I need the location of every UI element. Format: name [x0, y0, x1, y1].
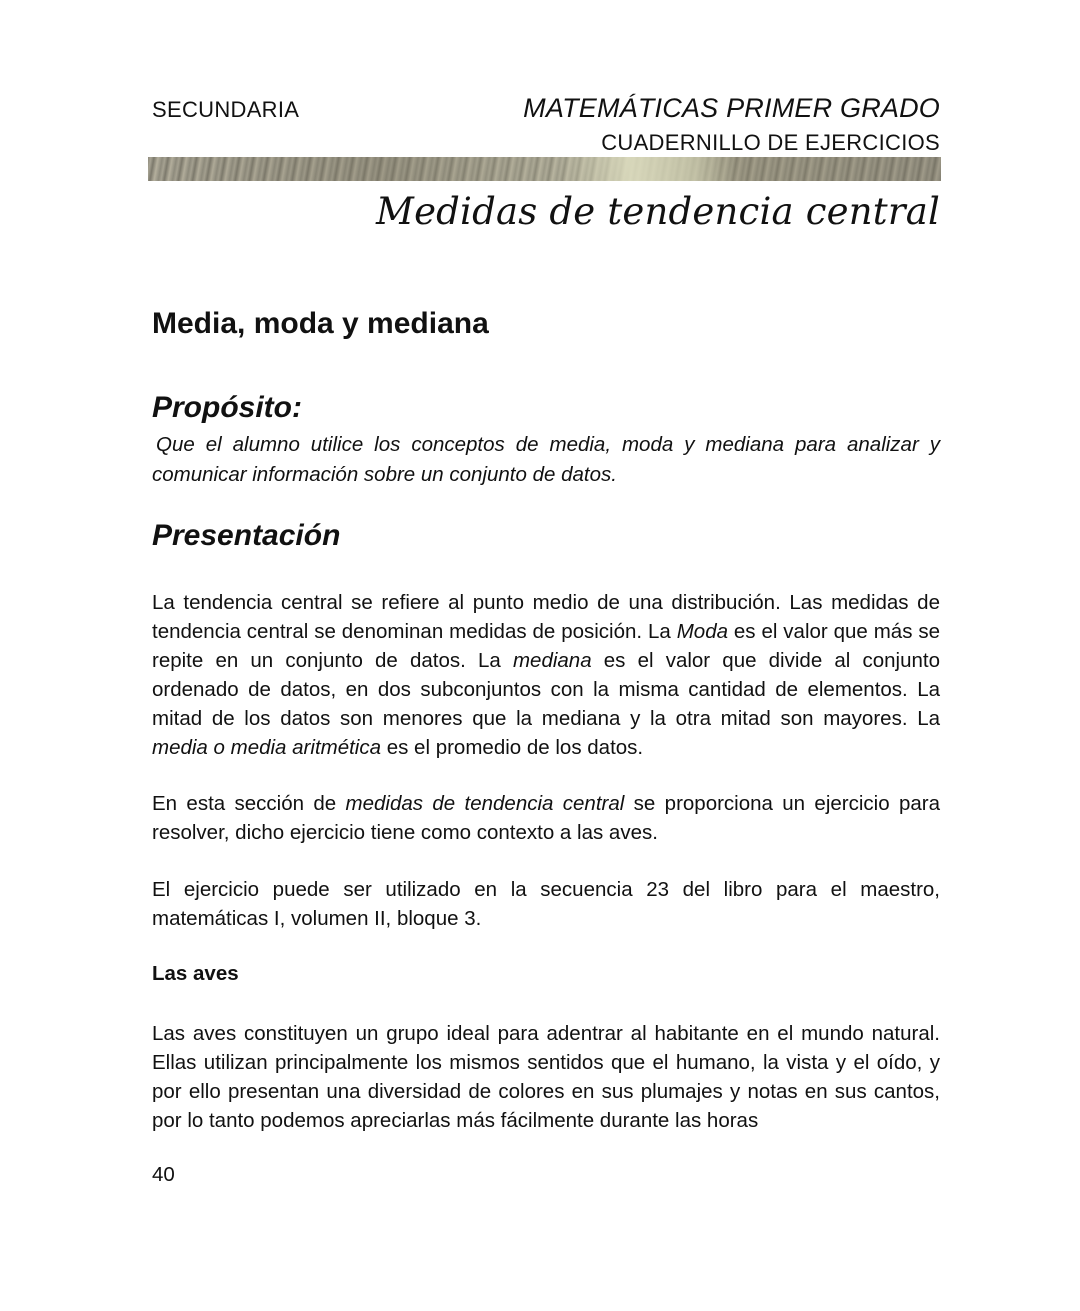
presentation-heading: Presentación — [152, 519, 341, 552]
presentation-paragraph-3: El ejercicio puede ser utilizado en la secuencia 23 del libro para el maestro, matemáticas I, volumen II, bloque 3. — [152, 878, 940, 930]
purpose-text: Que el alumno utilice los conceptos de media, moda y mediana para analizar y comunicar información sobre un conjunto de datos. — [152, 433, 940, 486]
aves-heading: Las aves — [152, 962, 239, 985]
chapter-topic-title: Medidas de tendencia central — [375, 190, 940, 233]
term-medidas: medidas de tendencia central — [345, 792, 625, 815]
presentation-paragraph-1: La tendencia central se refiere al punto medio de una distribución. Las medidas de tendencia central se denominan medidas de posición. La Moda es el valor que más se repite en un conjunto de datos. La mediana es el valor que divide al conjunto ordenado de datos, en dos subconjuntos con la misma cantidad de elementos. La mitad de los datos son menores que la mediana y la otra mitad son mayores. La media o media aritmética es el promedio de los datos. — [152, 591, 941, 759]
decorative-header-band — [148, 157, 941, 181]
page-number: 40 — [152, 1163, 175, 1186]
header-subject: MATEMÁTICAS PRIMER GRADO — [523, 93, 940, 123]
term-mediana: mediana — [512, 649, 592, 672]
header-level: SECUNDARIA — [152, 97, 300, 122]
presentation-paragraph-2: En esta sección de medidas de tendencia central se proporciona un ejercicio para resolver, dicho ejercicio tiene como contexto a las aves. — [152, 792, 941, 844]
section-title: Media, moda y mediana — [152, 307, 489, 340]
term-media: media o media aritmética — [152, 736, 382, 759]
header-booklet: CUADERNILLO DE EJERCICIOS — [601, 130, 940, 155]
purpose-heading: Propósito: — [152, 391, 302, 424]
aves-paragraph: Las aves constituyen un grupo ideal para adentrar al habitante en el mundo natural. Ellas utilizan principalmente los mismos sentidos que el humano, la vista y el oído, y por ello presentan una diversidad de colores en sus plumajes y notas en sus cantos, por lo tanto podemos apreciarlas más fácilmente durante las horas — [152, 1022, 940, 1132]
term-moda: Moda — [676, 620, 728, 643]
